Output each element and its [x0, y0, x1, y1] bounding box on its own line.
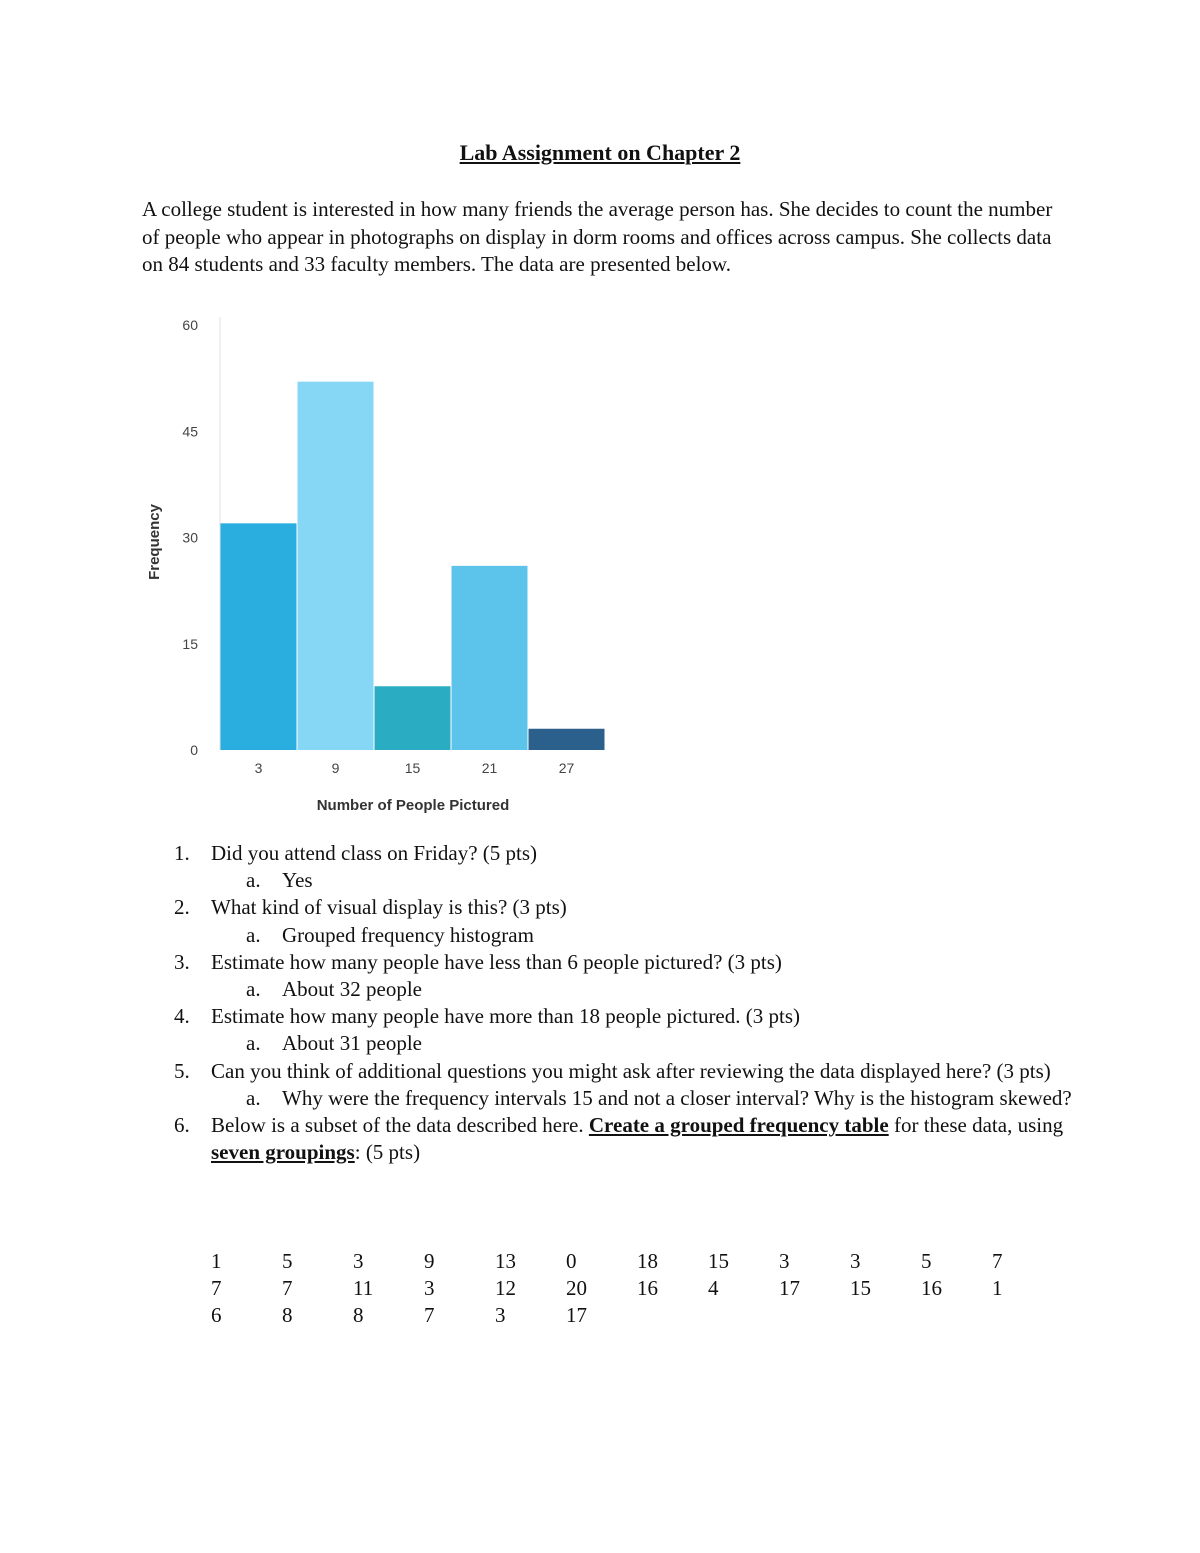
answer-letter: a.	[246, 1085, 261, 1110]
data-value: 7	[211, 1276, 222, 1300]
data-value: 8	[353, 1303, 364, 1327]
data-value: 3	[353, 1249, 364, 1273]
bar-3	[221, 523, 297, 750]
answer-text: Yes	[282, 868, 313, 893]
data-value: 7	[282, 1276, 293, 1300]
question-emphasis: seven groupings	[211, 1140, 355, 1165]
question-text: Estimate how many people have less than 6 people pictured? (3 pts)	[211, 949, 782, 974]
bar-9	[298, 382, 374, 750]
data-value: 5	[282, 1249, 293, 1273]
y-tick-label: 45	[182, 423, 198, 440]
data-value: 5	[921, 1249, 932, 1273]
data-value: 15	[850, 1276, 871, 1300]
answer-text: About 32 people	[282, 977, 422, 1002]
question-number: 3.	[174, 949, 190, 974]
question-text: What kind of visual display is this? (3 pts)	[211, 895, 567, 920]
data-value: 17	[779, 1276, 800, 1300]
answer-letter: a.	[246, 868, 261, 893]
x-tick-label: 15	[404, 760, 421, 776]
question-text-part: Below is a subset of the data described here.	[211, 1113, 589, 1138]
question-text: Did you attend class on Friday? (5 pts)	[211, 841, 538, 865]
answer-letter: a.	[246, 922, 261, 947]
answer-letter: a.	[246, 977, 261, 1002]
question-item	[0, 949, 1071, 976]
data-grid	[211, 1248, 1063, 1329]
question-text: Can you think of additional questions you might ask after reviewing the data displayed here? (3 pts)	[211, 1058, 1051, 1083]
bar-21	[452, 566, 528, 750]
question-item	[0, 894, 1071, 921]
bar-27	[529, 729, 605, 750]
question-number: 5.	[174, 1058, 190, 1083]
data-value: 20	[566, 1276, 587, 1300]
data-row	[211, 1302, 1063, 1329]
data-value: 3	[495, 1303, 506, 1327]
data-value: 4	[708, 1276, 719, 1300]
question-number: 2.	[174, 895, 190, 920]
data-value: 3	[850, 1249, 861, 1273]
data-value: 9	[424, 1249, 435, 1273]
y-tick-label: 30	[182, 529, 198, 546]
data-value: 3	[424, 1276, 435, 1300]
x-tick-label: 27	[558, 760, 575, 776]
y-axis-label: Frequency	[146, 504, 163, 580]
data-value: 1	[211, 1249, 222, 1273]
question-number: 1.	[174, 841, 190, 865]
data-value: 6	[211, 1303, 222, 1327]
x-axis-ticks	[255, 760, 575, 776]
data-value: 16	[921, 1276, 942, 1300]
data-value: 18	[637, 1249, 658, 1273]
data-value: 1	[992, 1276, 1003, 1300]
data-value: 17	[566, 1303, 587, 1327]
question-item	[0, 1003, 1071, 1030]
question-emphasis: Create a grouped frequency table	[588, 1113, 889, 1138]
question-item	[0, 1112, 1071, 1166]
data-row	[211, 1275, 1063, 1302]
histogram-chart	[130, 305, 630, 825]
question-number: 4.	[174, 1004, 190, 1029]
intro-paragraph	[142, 196, 1072, 279]
data-value: 3	[779, 1249, 790, 1273]
data-value: 8	[282, 1303, 293, 1327]
intro-text: A college student is interested in how many friends the average person has. She decides to count the number of people who appear in photographs on display in dorm rooms and offices across campus. She collects data on 84 students and 33 faculty members. The data are presented below.	[142, 197, 1053, 276]
x-tick-label: 3	[254, 760, 263, 776]
bar-15	[375, 686, 451, 750]
answer-letter: a.	[246, 1031, 261, 1056]
y-tick-label: 60	[182, 317, 198, 333]
page-title: Lab Assignment on Chapter 2	[459, 140, 741, 165]
data-value: 12	[495, 1276, 516, 1300]
y-tick-label: 15	[182, 635, 198, 652]
question-list	[0, 840, 1200, 1166]
answer-item	[0, 1085, 1072, 1112]
x-axis-label: Number of People Pictured	[316, 797, 510, 814]
answer-item	[0, 976, 1072, 1003]
y-tick-label: 0	[190, 742, 198, 758]
answer-text: Why were the frequency intervals 15 and not a closer interval? Why is the histogram skewed?	[282, 1085, 1072, 1110]
histogram-bars	[221, 382, 605, 750]
data-value: 7	[992, 1249, 1003, 1273]
data-value: 15	[708, 1249, 729, 1273]
answer-item	[0, 922, 1072, 949]
question-number: 6.	[174, 1113, 190, 1138]
data-value: 13	[495, 1249, 516, 1273]
data-value: 0	[566, 1249, 577, 1273]
question-item	[0, 840, 1071, 867]
answer-item	[0, 867, 1072, 894]
question-item	[0, 1058, 1071, 1085]
answer-text: About 31 people	[282, 1031, 422, 1056]
question-text-part: : (5 pts)	[354, 1140, 421, 1165]
answer-item	[0, 1030, 1072, 1057]
y-axis-ticks	[182, 317, 198, 758]
data-row	[211, 1248, 1063, 1275]
x-tick-label: 9	[331, 760, 340, 776]
data-value: 16	[637, 1276, 658, 1300]
x-tick-label: 21	[481, 760, 498, 776]
answer-text: Grouped frequency histogram	[282, 922, 534, 947]
data-value: 11	[353, 1276, 374, 1300]
data-value: 7	[424, 1303, 435, 1327]
question-text: Estimate how many people have more than 18 people pictured. (3 pts)	[211, 1004, 800, 1029]
question-text-part: for these data, using	[888, 1113, 1064, 1138]
